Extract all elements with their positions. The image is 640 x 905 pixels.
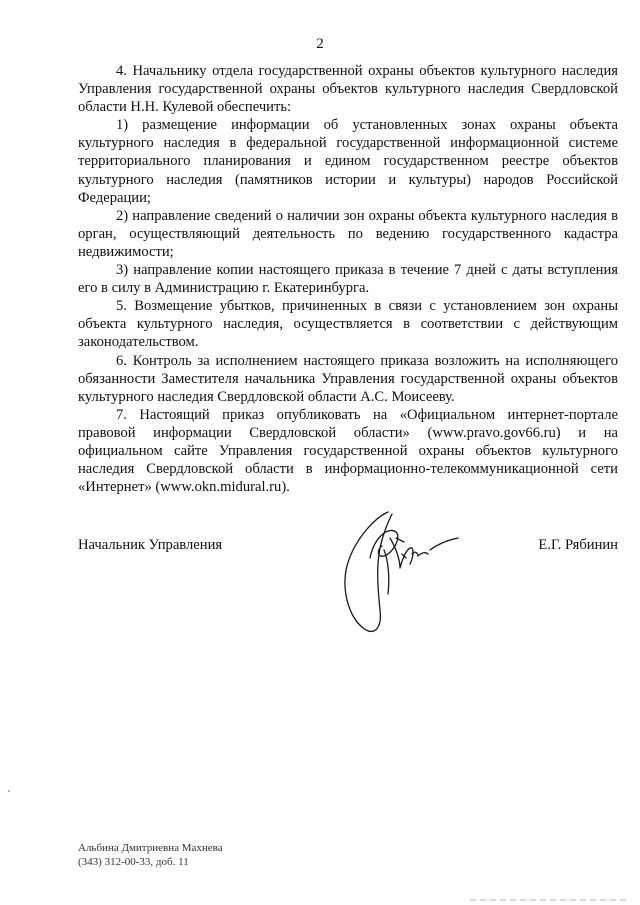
scan-artifact-edge — [470, 899, 630, 901]
signatory-name: Е.Г. Рябинин — [538, 537, 618, 553]
paragraph-item-6: 6. Контроль за исполнением настоящего приказа возложить на исполняющего обязанности Заместителя начальника Управления государственной охраны объектов культурного наследия Свердловской области А.С. Моисееву. — [78, 352, 618, 405]
scan-artifact-dot — [8, 790, 10, 792]
handwritten-signature-icon — [330, 498, 470, 638]
paragraph-subitem-4-1: 1) размещение информации об установленных зонах охраны объекта культурного наследия в федеральной государственной информационной системе территориального планирования и едином государственном реестре объектов культурного наследия (памятников истории и культуры) народов Российской Федерации; — [78, 117, 618, 206]
executor-phone: (343) 312-00-33, доб. 11 — [78, 855, 189, 868]
executor-name: Альбина Дмитриевна Махнева — [78, 842, 223, 854]
paragraph-subitem-4-3: 3) направление копии настоящего приказа в течение 7 дней с даты вступления его в силу в Администрацию г. Екатеринбурга. — [78, 262, 618, 297]
page-number: 2 — [316, 36, 324, 52]
signatory-position: Начальник Управления — [78, 537, 223, 553]
paragraph-item-5: 5. Возмещение убытков, причиненных в связи с установлением зон охраны объекта культурного наследия, осуществляется в соответствии с действующим законодательством. — [78, 298, 618, 351]
paragraph-item-4: 4. Начальнику отдела государственной охраны объектов культурного наследия Управления государственной охраны объектов культурного наследия Свердловской области Н.Н. Кулевой обеспечить: — [78, 63, 618, 116]
executor-info — [78, 842, 223, 869]
paragraph-subitem-4-2: 2) направление сведений о наличии зон охраны объекта культурного наследия в орган, осуществляющий деятельность по ведению государственного кадастра недвижимости; — [78, 207, 618, 260]
document-body — [78, 62, 618, 496]
paragraph-item-7: 7. Настоящий приказ опубликовать на «Официальном интернет-портале правовой информации Свердловской области» (www.pravo.gov66.ru) и на официальном сайте Управления государственной охраны объектов культурного наследия Свердловской области в информационно-телекоммуникационной сети «Интернет» (www.okn.midural.ru). — [78, 406, 618, 496]
